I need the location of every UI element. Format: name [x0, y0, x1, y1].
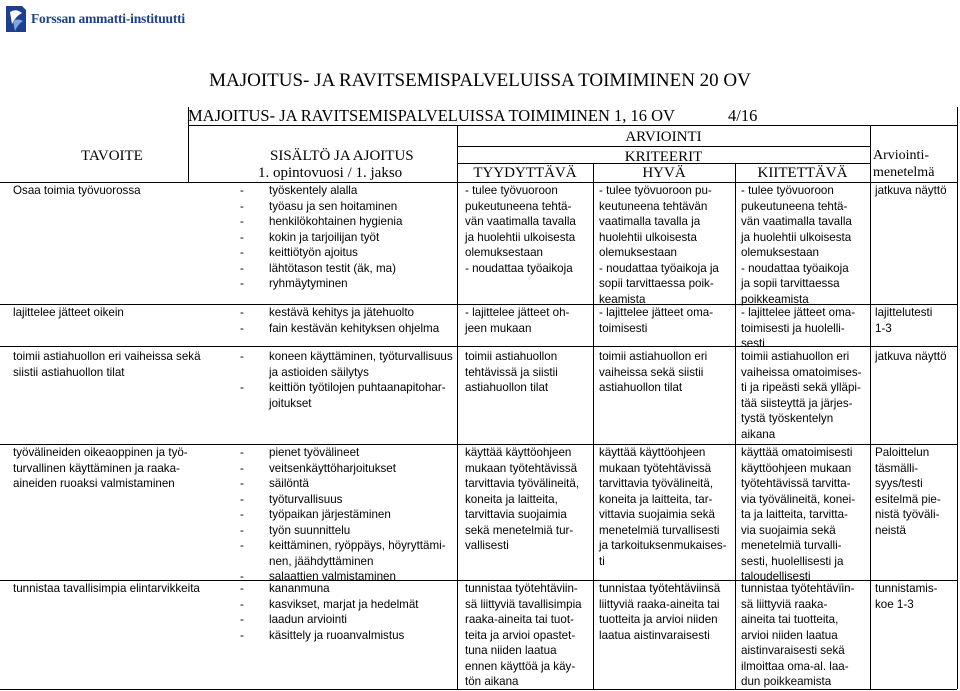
list-item-text: työn suunnittelu [269, 523, 351, 537]
cell-line: tuna niiden laatua [465, 644, 557, 657]
list-item-text: kestävä kehitys ja jätehuolto [269, 306, 415, 319]
header-sisalto: SISÄLTÖ JA AJOITUS [270, 148, 414, 164]
list-item [240, 628, 419, 644]
cell-line: ilmoittaa oma-al. laa- [741, 659, 849, 673]
cell-line: tunnistamis- [875, 582, 938, 595]
cell-line: toimii astiahuollon eri [741, 350, 850, 363]
cell-line: jatkuva näyttö [875, 184, 947, 197]
cell-menetelma [875, 183, 955, 199]
cell-line: ja huolehtii ulkoisesta [465, 230, 576, 244]
cell-line: taloudellisesti [741, 570, 811, 583]
cell-line: pukeutuneena tehtä- [741, 199, 848, 213]
cell-hyva [599, 445, 733, 569]
cell-line: vaatimalla tavalla ja [599, 215, 701, 228]
cell-line: aikana [741, 427, 776, 441]
cell-kiitettava [741, 183, 869, 307]
cell-line: tunnistaa tavallisimpia elintarvikkeita [13, 582, 200, 595]
cell-kiitettava [741, 305, 869, 352]
cell-line: ti ja ripeästi sekä ylläpi- [741, 381, 861, 394]
cell-line: sesti, huolellisesti ja [741, 554, 844, 568]
list-item-continuation: nen, jäähdyttäminen [269, 554, 374, 568]
cell-line: tuotteita ja arvioi niiden [599, 613, 718, 626]
cell-line: käyttää käyttöohjeen [599, 446, 706, 459]
bullet-dash: - [240, 246, 244, 259]
cell-line: koneita ja laitteita, [465, 492, 558, 506]
cell-line: - noudattaa työaikoja [741, 261, 849, 275]
bullet-dash: - [240, 628, 244, 642]
cell-line: - tulee työvuoroon [741, 184, 834, 197]
cell-menetelma [875, 305, 955, 336]
cell-line: - tulee työvuoroon pu- [599, 184, 712, 197]
list-item-text: koneen käyttäminen, työturvallisuus [269, 350, 453, 363]
cell-line: syys/testi [875, 477, 923, 490]
list-item [240, 380, 453, 396]
cell-line: poikkeamista [741, 292, 809, 306]
list-item [240, 538, 446, 554]
list-item-text: kasvikset, marjat ja hedelmät [269, 597, 419, 611]
cell-line: menetelmiä turvallisesti [599, 523, 720, 537]
cell-line: Paloittelun [875, 446, 930, 459]
cell-line: 1-3 [875, 321, 892, 335]
list-item [240, 305, 439, 321]
list-item-text: laadun arviointi [269, 613, 347, 626]
cell-tavoite [13, 349, 201, 380]
list-item-text: keittiötyön ajoitus [269, 246, 358, 259]
cell-line: keamista [599, 292, 646, 306]
header-arviointi: ARVIOINTI [625, 129, 702, 145]
page-number: 4/16 [728, 106, 758, 125]
cell-line: ja sopii tarvittaessa [741, 277, 840, 290]
cell-line: toimisesti ja huolelli- [741, 321, 845, 335]
cell-menetelma [875, 581, 955, 612]
cell-tyydyttava [465, 305, 591, 336]
cell-tyydyttava [465, 183, 591, 276]
bullet-dash: - [240, 199, 244, 213]
list-item-text: ryhmäytyminen [269, 277, 348, 290]
bullet-dash: - [240, 523, 244, 537]
list-item-text: säilöntä [269, 477, 309, 490]
list-item-text: lähtötason testit (äk, ma) [269, 261, 396, 275]
logo-text: Forssan ammatti-instituutti [31, 11, 185, 26]
bullet-dash: - [240, 539, 244, 552]
bullet-dash: - [240, 582, 244, 595]
cell-line: olemuksestaan [599, 246, 677, 259]
list-item-text: henkilökohtainen hygienia [269, 215, 403, 228]
list-item-text: kananmuna [269, 582, 330, 595]
cell-sisalto [240, 445, 446, 585]
bullet-dash: - [240, 477, 244, 490]
cell-line: esitelmä pie- [875, 492, 941, 506]
cell-line: käyttää käyttöohjeen [465, 446, 572, 459]
cell-line: dun poikkeamista [741, 675, 832, 688]
cell-line: sopii tarvittaessa poik- [599, 277, 714, 290]
cell-line: toimii astiahuollon eri [599, 350, 708, 363]
cell-hyva [599, 581, 733, 643]
list-item-text: pienet työvälineet [269, 446, 360, 459]
cell-line: - lajittelee jätteet oma- [741, 306, 856, 319]
cell-menetelma [875, 445, 955, 538]
list-item-continuation: joitukset [269, 396, 312, 410]
cell-line: aineita tai tuotteita, [741, 613, 839, 626]
cell-line: lajittelee jätteet oikein [13, 306, 124, 319]
cell-line: koneita ja laitteita, tar- [599, 492, 713, 506]
header-kriteerit: KRITEERIT [624, 149, 703, 165]
cell-line: - noudattaa työaikoja ja [599, 261, 719, 275]
list-item-text: työskentely alalla [269, 184, 358, 197]
bullet-dash: - [240, 261, 244, 275]
bullet-dash: - [240, 597, 244, 611]
cell-sisalto [240, 183, 402, 292]
header-tavoite: TAVOITE [81, 148, 143, 164]
cell-line: tarvittavia suojaimia [465, 508, 567, 521]
cell-line: toimisesti [599, 321, 648, 335]
list-item [240, 523, 446, 539]
cell-line: pukeutuneena tehtä- [465, 199, 572, 213]
cell-tyydyttava [465, 349, 591, 396]
cell-line: tystä työskentelyn [741, 412, 834, 425]
cell-tavoite [13, 581, 200, 597]
bullet-dash: - [240, 508, 244, 521]
cell-line: tää siisteyttä ja järjes- [741, 396, 853, 410]
cell-line: käyttää omatoimisesti [741, 446, 853, 459]
cell-line: toimii astiahuollon eri vaiheissa sekä [13, 350, 201, 363]
cell-line: vittavia suojaimia sekä [599, 508, 715, 521]
list-item [240, 261, 402, 277]
list-item [240, 492, 446, 508]
cell-line: jeen mukaan [465, 321, 532, 335]
header-hyva: HYVÄ [642, 165, 686, 181]
header-ajoitus: 1. opintovuosi / 1. jakso [258, 165, 403, 181]
bullet-dash: - [240, 570, 244, 583]
cell-line: astiahuollon tilat [599, 381, 683, 394]
cell-line: arvioi niiden laatua [741, 628, 838, 642]
cell-line: Osaa toimia työvuorossa [13, 184, 141, 197]
cell-line: työtehtävissä tarvitta- [741, 477, 851, 490]
cell-line: koe 1-3 [875, 597, 914, 611]
cell-line: tehtävissä ja siistii [465, 365, 558, 379]
cell-line: aineiden ruoaksi valmistaminen [13, 477, 175, 490]
cell-line: laatua aistinvaraisesti [599, 628, 710, 642]
cell-line: toimii astiahuollon [465, 350, 558, 363]
list-item-text: käsittely ja ruoanvalmistus [269, 628, 405, 642]
list-item [240, 597, 419, 613]
bullet-dash: - [240, 381, 244, 394]
cell-line: via työvälineitä, konei- [741, 492, 856, 506]
cell-hyva [599, 183, 733, 307]
page-title: MAJOITUS- JA RAVITSEMISPALVELUISSA TOIMIMINEN 20 OV [209, 70, 751, 91]
cell-line: vän vaatimalla tavalla [741, 215, 852, 228]
list-item-text: työpaikan järjestäminen [269, 508, 391, 521]
bullet-dash: - [240, 613, 244, 626]
cell-line: nistä työväli- [875, 508, 940, 521]
cell-line: neistä [875, 523, 906, 537]
cell-line: tunnistaa työtehtäviin- [465, 582, 578, 595]
list-item-text: keittiön työtilojen puhtaanapitohar- [269, 381, 446, 394]
cell-line: tunnistaa työtehtäviinsä [599, 582, 721, 595]
list-item-text: kokin ja tarjoilijan työt [269, 230, 380, 244]
cell-line: olemuksestaan [741, 246, 819, 259]
cell-line: ti [599, 554, 605, 568]
cell-sisalto [240, 305, 439, 336]
logo [4, 4, 185, 34]
bullet-dash: - [240, 230, 244, 244]
cell-kiitettava [741, 349, 869, 442]
list-item [240, 183, 402, 199]
cell-line: vaiheissa omatoimises- [741, 365, 862, 379]
cell-line: menetelmiä turvalli- [741, 539, 842, 552]
list-item [240, 445, 446, 461]
cell-line: lajittelutesti [875, 306, 933, 319]
list-item [240, 199, 402, 215]
list-item-text: keittäminen, ryöppäys, höyryttämi- [269, 539, 446, 552]
list-item [240, 321, 439, 337]
cell-line: vaiheissa sekä siistii [599, 365, 704, 379]
cell-line: keutuneena tehtävän [599, 199, 708, 213]
cell-line: olemuksestaan [465, 246, 543, 259]
cell-kiitettava [741, 581, 869, 690]
cell-line: - lajittelee jätteet oh- [465, 306, 570, 319]
cell-line: sekä menetelmiä tur- [465, 523, 574, 537]
cell-line: huolehtii ulkoisesta [599, 230, 697, 244]
bullet-dash: - [240, 461, 244, 475]
list-item [240, 612, 419, 628]
list-item-text: työturvallisuus [269, 492, 343, 506]
cell-line: astiahuollon tilat [465, 381, 549, 394]
cell-line: käyttöohjeen mukaan [741, 461, 852, 475]
header-menetelma-1: Arviointi- [873, 148, 929, 163]
header-tyydyttava: TYYDYTTÄVÄ [473, 165, 577, 181]
cell-line: - tulee työvuoroon [465, 184, 558, 197]
list-item [240, 581, 419, 597]
list-item-continuation: ja astioiden säilytys [269, 365, 369, 379]
cell-line: tunnistaa työtehtävïin- [741, 582, 855, 595]
cell-tyydyttava [465, 445, 591, 554]
list-item [240, 245, 402, 261]
cell-tyydyttava [465, 581, 591, 690]
list-item-text: fain kestävän kehityksen ohjelma [269, 321, 440, 335]
cell-hyva [599, 349, 733, 396]
cell-line: jatkuva näyttö [875, 350, 947, 363]
cell-kiitettava [741, 445, 869, 585]
bullet-dash: - [240, 184, 244, 197]
page-subtitle: MAJOITUS- JA RAVITSEMISPALVELUISSA TOIMIMINEN 1, 16 OV [188, 106, 675, 125]
bullet-dash: - [240, 306, 244, 319]
logo-icon [4, 4, 28, 34]
cell-line: työvälineiden oikeaoppinen ja työ- [13, 446, 188, 459]
cell-line: via suojaimia sekä [741, 523, 836, 537]
cell-line: tarvittavia työvälineitä, [465, 477, 580, 490]
list-item [240, 461, 446, 477]
list-item [240, 214, 402, 230]
cell-line: tarvittavia työvälineitä, [599, 477, 714, 490]
cell-line: ennen käyttöä ja käy- [465, 659, 576, 673]
list-item-text: veitsenkäyttöharjoitukset [269, 461, 396, 475]
cell-line: mukaan työtehtävissä [465, 461, 578, 475]
cell-line: tön aikana [465, 675, 519, 688]
list-item [240, 349, 453, 365]
cell-tavoite [13, 183, 185, 199]
list-item-text: työasu ja sen hoitaminen [269, 199, 398, 213]
bullet-dash: - [240, 321, 244, 335]
cell-line: raaka-aineita tai tuot- [465, 613, 574, 626]
header-kiitettava: KIITETTÄVÄ [757, 165, 848, 181]
cell-line: aistinvaraisesti sekä [741, 644, 845, 657]
header-menetelma-2: menetelmä [873, 165, 935, 180]
bullet-dash: - [240, 277, 244, 290]
bullet-dash: - [240, 492, 244, 506]
cell-line: vallisesti [465, 539, 509, 552]
cell-line: ta ja laitteita, tarvitta- [741, 508, 848, 521]
list-item [240, 276, 402, 292]
cell-line: - noudattaa työaikoja [465, 261, 573, 275]
cell-line: sä liittyviä raaka- [741, 597, 828, 611]
cell-line: ja huolehtii ulkoisesta [741, 230, 852, 244]
cell-tavoite [13, 305, 185, 321]
cell-line: täsmälli- [875, 461, 919, 475]
list-item [240, 476, 446, 492]
cell-line: sä liittyviä tavallisimpia [465, 597, 582, 611]
cell-tavoite [13, 445, 188, 492]
cell-sisalto [240, 581, 419, 643]
cell-menetelma [875, 349, 955, 365]
list-item [240, 507, 446, 523]
cell-line: sesti [741, 337, 765, 350]
cell-hyva [599, 305, 733, 336]
cell-line: liittyviä raaka-aineita tai [599, 597, 720, 611]
list-item [240, 230, 402, 246]
bullet-dash: - [240, 215, 244, 228]
cell-line: turvallinen käyttäminen ja raaka- [13, 461, 180, 475]
cell-line: mukaan työtehtävissä [599, 461, 712, 475]
cell-line: siistii astiahuollon tilat [13, 365, 125, 379]
cell-sisalto [240, 349, 453, 411]
cell-line: - lajittelee jätteet oma- [599, 306, 714, 319]
cell-line: ja tarkoituksenmukaises- [599, 539, 727, 552]
bullet-dash: - [240, 446, 244, 459]
cell-line: vän vaatimalla tavalla [465, 215, 576, 228]
bullet-dash: - [240, 350, 244, 363]
cell-line: teita ja arvioi opastet- [465, 628, 576, 642]
list-item-text: salaattien valmistaminen [269, 570, 396, 583]
